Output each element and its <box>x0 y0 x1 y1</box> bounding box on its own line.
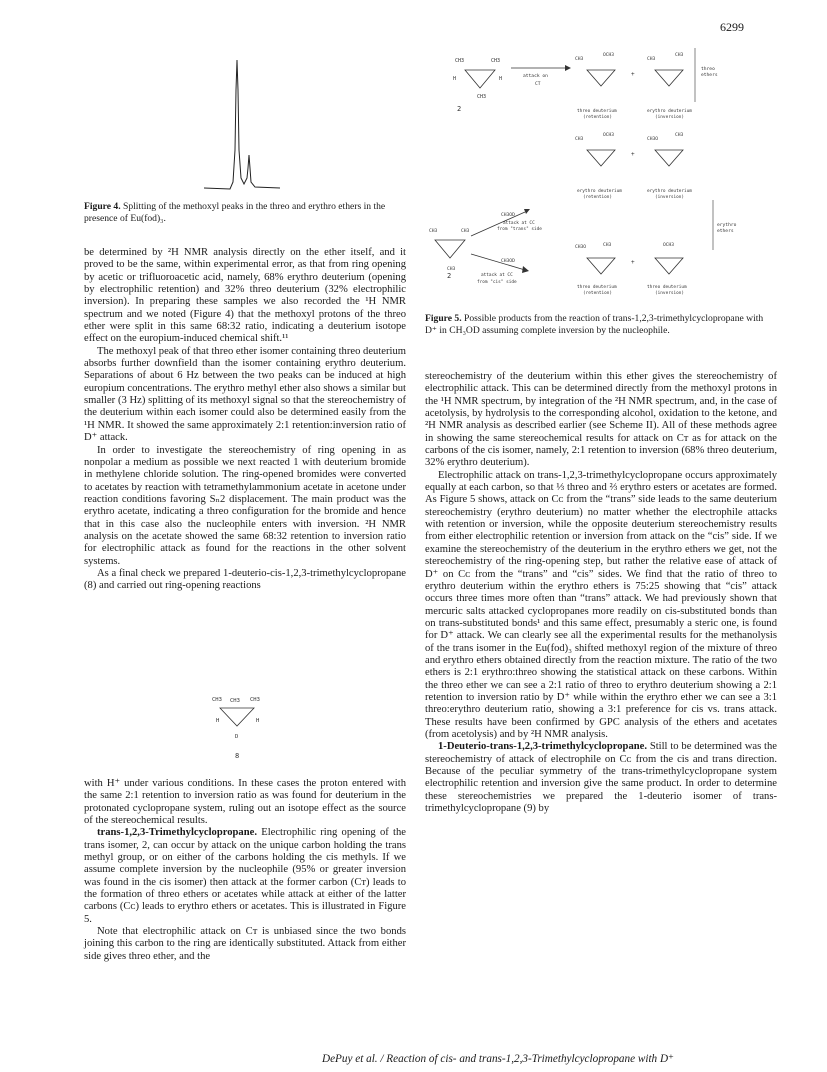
svg-text:CH3: CH3 <box>675 53 684 58</box>
svg-text:(inversion): (inversion) <box>655 115 685 120</box>
svg-text:CH3: CH3 <box>455 58 465 64</box>
paragraph: In order to investigate the stereochemistry of ring opening in as nonpolar a medium as possible we next reacted 1 with deuterium bromide in methylene chloride solution. The ring-opened bromides were converted to acetates by reaction with tetramethylammonium acetate in acetone under reaction conditions favoring Sₙ2 displacement. The main product was the erythro acetate, indicating a threo configuration for the bromide and hence that in this case also the nucleophile enters with inversion. ²H NMR analysis on the acetate showed the same 68:32 retention to inversion ratio for electrophilic attack as found for the reactions in the other solvent systems. <box>84 444 406 567</box>
svg-text:ethers: ethers <box>701 73 718 78</box>
section-heading: trans-1,2,3-Trimethylcyclopropane. <box>97 827 257 839</box>
svg-text:erythro deuterium: erythro deuterium <box>577 189 622 194</box>
svg-text:CH3: CH3 <box>429 229 438 234</box>
svg-text:CH3: CH3 <box>647 57 656 62</box>
svg-text:CH3OD: CH3OD <box>501 259 515 264</box>
svg-text:CH3: CH3 <box>477 94 487 100</box>
page-number: 6299 <box>720 20 744 34</box>
figure5-caption-label: Figure 5. <box>425 313 462 324</box>
paragraph: 1-Deuterio-trans-1,2,3-trimethylcyclopropane. Still to be determined was the stereochemistry of attack of electrophile on Cᴄ from the cis and trans direction. Because of the peculiar symmetry of the trans-trimethylcyclopropane system electrophilic retention and inversion give the same product. In order to determine these stereochemistries we prepared the 1-deuterio isomer of trans-trimethylcyclopropane (9) by <box>425 741 777 815</box>
svg-text:D: D <box>235 734 239 740</box>
svg-text:CH3: CH3 <box>461 229 470 234</box>
svg-text:CH3: CH3 <box>230 698 240 704</box>
svg-text:CH3O: CH3O <box>647 137 659 142</box>
svg-text:OCH3: OCH3 <box>603 53 615 58</box>
scheme-erythro-products-trans <box>575 132 692 200</box>
svg-text:erythro deuterium: erythro deuterium <box>647 189 692 194</box>
svg-text:CH3: CH3 <box>603 243 612 248</box>
svg-text:+: + <box>631 71 635 78</box>
paragraph: with H⁺ under various conditions. In these cases the proton entered with the same 2:1 retention to inversion ratio as was found for deuterium in the protonated cyclopropane system, ruling out an isotope effect as the source of the stereochemical results. <box>84 778 406 827</box>
scheme-threo-products <box>575 48 718 120</box>
svg-text:CH3: CH3 <box>575 137 584 142</box>
figure4-caption-label: Figure 4. <box>84 201 121 212</box>
scheme-starting-compound-2 <box>453 58 502 113</box>
svg-text:H: H <box>256 718 260 724</box>
svg-text:CH3: CH3 <box>447 267 456 272</box>
svg-text:H: H <box>216 718 220 724</box>
svg-text:+: + <box>631 151 635 158</box>
paragraph: trans-1,2,3-Trimethylcyclopropane. Electrophilic ring opening of the trans isomer, 2, can occur by attack on the unique carbon holding the trans methyl group, or on either of the carbons holding the cis methyls. If we assume complete inversion by the nucleophile (95% or greater inversion was found in the cis isomer) then attack at the former carbon (Cᴛ) leads to the formation of threo ethers or acetates while attack at either of the latter carbons (Cᴄ) leads to erythro ethers or acetates. This is illustrated in Figure 5. <box>84 827 406 925</box>
svg-text:(retention): (retention) <box>583 291 613 296</box>
svg-text:CH3: CH3 <box>212 697 222 703</box>
figure4-caption <box>84 201 404 224</box>
compound-8-label: 8 <box>235 752 240 760</box>
svg-text:ethers: ethers <box>717 229 734 234</box>
svg-text:CH3: CH3 <box>675 133 684 138</box>
svg-text:(inversion): (inversion) <box>655 195 685 200</box>
group-erythro-ethers: erythro <box>717 223 737 228</box>
paragraph: The methoxyl peak of that threo ether isomer containing threo deuterium absorbs further downfield than the isomer containing erythro deuterium. Separations of about 6 Hz between the two peaks can be induced at high europium concentrations. The erythro methyl ether also shows a similar but smaller (3 Hz) splitting of its methoxyl signal so that the stereochemistry of the deuterium within each isomer could also be determined easily from the ¹H NMR. It showed the same approximately 2:1 retention:inversion ratio of D⁺ attack. <box>84 345 406 444</box>
svg-text:CH3O: CH3O <box>575 245 587 250</box>
svg-text:from "cis" side: from "cis" side <box>477 280 517 285</box>
label-erythro-inversion: erythro deuterium <box>647 109 692 114</box>
svg-text:CH3: CH3 <box>575 57 584 62</box>
label-attack-trans: attack at CC <box>503 221 535 226</box>
scheme-compound-number: 2 <box>457 105 462 113</box>
nmr-trace <box>204 60 280 189</box>
paragraph: be determined by ²H NMR analysis directly on the ether itself, and it proved to be the same, within experimental error, as that from ring opening by acetic or trifluoroacetic acid, namely, 68% erythro deuterium (opening by electrophilic retention) and 32% threo deuterium (32% electrophilic inversion). In preparing these samples we also recorded the ¹H NMR spectrum and we noted (Figure 4) that the methoxyl protons of the threo ether were split in this same 68:32 ratio, indicating a deuterium isotope effect on the europium-induced chemical shift.¹¹ <box>84 247 406 345</box>
figure5-caption-text: Possible products from the reaction of trans-1,2,3-trimethylcyclopropane with D⁺ in CH₃OD assuming complete inversion by the nucleophile. <box>425 313 764 336</box>
paragraph: Note that electrophilic attack on Cᴛ is unbiased since the two bonds joining this carbon to the ring are identically substituted. Attack from either side gives threo ether, and the <box>84 926 406 962</box>
svg-text:H: H <box>453 76 457 82</box>
svg-text:OCH3: OCH3 <box>603 133 615 138</box>
svg-text:+: + <box>631 259 635 266</box>
label-threo-retention: threo deuterium <box>577 109 617 114</box>
svg-text:H: H <box>499 76 503 82</box>
group-threo-ethers: threo <box>701 67 715 72</box>
figure4-nmr-spectrum <box>200 50 320 200</box>
figure4-caption-text: Splitting of the methoxyl peaks in the threo and erythro ethers in the presence of Eu(fod)₃. <box>84 201 386 224</box>
right-column <box>425 371 777 815</box>
figure5-scheme <box>425 40 735 300</box>
svg-text:CH3: CH3 <box>250 697 260 703</box>
svg-text:threo deuterium: threo deuterium <box>647 285 687 290</box>
section-heading: 1-Deuterio-trans-1,2,3-trimethylcyclopropane. <box>438 741 647 753</box>
paragraph: Electrophilic attack on trans-1,2,3-trimethylcyclopropane occurs approximately equally at each carbon, so that ⅓ threo and ⅔ erythro esters or acetates are formed. As Figure 5 shows, attack on Cᴄ from the “trans” side leads to the same deuterium stereochemistry (erythro deuterium) no matter whether the electrophile attacks with retention or inversion, while the opposite deuterium stereochemistry results from either electrophilic retention or inversion from attack on the “cis” side. If we examine the stereochemistry of the deuterium in the erythro ethers we get, not the stereochemistry of the ring-opening step, but rather the relative ease of attack of D⁺ on Cᴄ from the “trans” and “cis” sides. We find that the ratio of threo to erythro deuterium within the erythro ethers is 75:25 showing that “cis” attack occurs three times more often than “trans” attack. We had previously shown that mercuric salts attacked cyclopropanes more readily on cis-substituted bonds than on trans-substituted bonds¹ and this same effect, presumably a steric one, is found for D⁺ attack. We can clearly see all the experimental results for the methanolysis of the trans isomer in the Eu(fod)₃ shifted methoxyl region of the mixture of threo and erythro ethers obtained directly from the reaction mixture. The ratio of the two ethers is 2:1 erythro:threo showing the statistical attack on these carbons. Within the threo ether we can see a 2:1 ratio of threo to erythro deuterium showing a 2:1 retention to inversion ratio by D⁺ while within the erythro ether we can see a 3:1 threo:erythro deuterium ratio, showing a 3:1 preference for cis vs. trans attack. These results have been confirmed by GPC analysis of the ethers and acetates (from acetolysis) and by ²H NMR analysis. <box>425 469 777 740</box>
svg-text:attack on: attack on <box>523 74 548 79</box>
scheme-threo-products-cis <box>575 242 687 296</box>
paragraph: As a final check we prepared 1-deuterio-cis-1,2,3-trimethylcyclopropane (8) and carried out ring-opening reactions <box>84 567 406 592</box>
svg-text:OCH3: OCH3 <box>663 243 675 248</box>
paragraph: stereochemistry of the deuterium within this ether gives the stereochemistry of electrophilic attack. This can be determined directly from the methoxyl protons in the ¹H NMR spectrum, by integration of the ²H NMR spectrum, and, in the case of acetolysis, by hydrolysis to the corresponding alcohol, oxidation to the ketone, and ²H NMR analysis as described earlier (see Scheme II). All of these methods agree in showing the same stereochemical results for attack on Cᴛ as for attack on the carbons of the cis isomer, namely, 2:1 retention to inversion (68% threo deuterium, 32% erythro deuterium). <box>425 371 777 469</box>
svg-text:from "trans" side: from "trans" side <box>497 227 542 232</box>
svg-text:(retention): (retention) <box>583 195 613 200</box>
svg-text:(inversion): (inversion) <box>655 291 685 296</box>
svg-text:CT: CT <box>535 82 541 87</box>
left-column-lower <box>84 778 406 963</box>
left-column-upper <box>84 247 406 593</box>
compound-8-structure <box>200 692 280 770</box>
figure5-caption <box>425 313 777 336</box>
svg-text:CH3: CH3 <box>491 58 501 64</box>
scheme-arrow-attack-ct <box>511 65 571 87</box>
scheme-bottom-branch <box>429 200 737 285</box>
svg-text:threo deuterium: threo deuterium <box>577 285 617 290</box>
svg-text:(retention): (retention) <box>583 115 613 120</box>
svg-text:CH3OD: CH3OD <box>501 213 515 218</box>
svg-text:2: 2 <box>447 272 452 280</box>
label-attack-cis: attack at CC <box>481 273 513 278</box>
running-footer: DePuy et al. / Reaction of cis- and trans-1,2,3-Trimethylcyclopropane with D⁺ <box>322 1053 674 1065</box>
